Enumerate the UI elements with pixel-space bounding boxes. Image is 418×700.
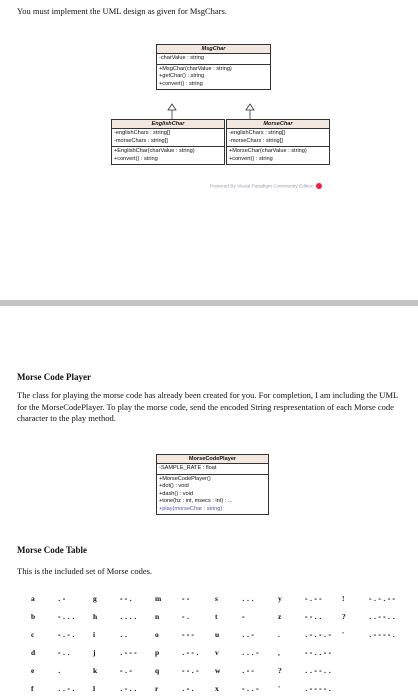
morse-entry xyxy=(155,648,200,659)
morse-letter: t xyxy=(215,612,218,621)
morse-letter: e xyxy=(31,666,35,675)
morse-entry xyxy=(93,612,138,623)
intro-text: You must implement the UML design as given for MsgChars. xyxy=(17,6,227,16)
morse-entry xyxy=(93,684,138,695)
morse-letter: b xyxy=(31,612,36,621)
uml-method: +getChar() : string xyxy=(159,73,205,79)
morse-entry xyxy=(215,594,255,605)
uml-attribute: -SAMPLE_RATE : float xyxy=(159,465,217,471)
morse-entry xyxy=(31,648,71,659)
morse-entry xyxy=(31,684,76,695)
table-paragraph: This is the included set of Morse codes. xyxy=(17,566,153,576)
morse-entry xyxy=(31,630,76,641)
morse-letter: z xyxy=(278,612,282,621)
morse-code: .-.. xyxy=(119,686,138,694)
morse-letter: l xyxy=(93,684,96,693)
uml-method: +convert() : string xyxy=(159,80,203,87)
morse-code: -- xyxy=(181,596,191,604)
morse-code: .----. xyxy=(304,686,333,694)
uml-attributes xyxy=(112,129,224,147)
morse-letter: o xyxy=(155,630,159,639)
morse-entry xyxy=(342,630,396,641)
inheritance-arrows xyxy=(0,0,418,200)
morse-code: -.. xyxy=(57,650,72,658)
morse-entry xyxy=(215,612,246,623)
uml-method: +MorseCodePlayer() xyxy=(159,475,211,482)
morse-code: ..--.. xyxy=(368,614,397,622)
morse-code: ..--.. xyxy=(304,668,333,676)
morse-entry xyxy=(215,630,255,641)
morse-code: ..-. xyxy=(57,686,76,694)
morse-code: -.-- xyxy=(304,596,323,604)
morse-entry xyxy=(155,612,190,623)
uml-method: +dot() : void xyxy=(159,483,189,489)
uml-attribute: -morseChars : string[] xyxy=(229,137,283,144)
morse-entry xyxy=(278,594,323,605)
morse-letter: y xyxy=(278,594,282,603)
uml-method: +convert() : string xyxy=(229,155,273,162)
morse-letter: p xyxy=(155,648,160,657)
uml-class-name: EnglishChar xyxy=(112,120,224,129)
morse-entry xyxy=(342,594,396,605)
morse-letter: d xyxy=(31,648,36,657)
morse-code: --.- xyxy=(181,668,200,676)
uml-attributes xyxy=(227,129,329,147)
morse-code: -..- xyxy=(241,686,260,694)
morse-code: .-. xyxy=(181,686,196,694)
morse-code: -... xyxy=(57,614,76,622)
uml-methods xyxy=(227,147,329,164)
morse-code: ... xyxy=(241,596,256,604)
morse-code: .--. xyxy=(181,650,200,658)
uml-method: +dash() : void xyxy=(159,490,194,497)
morse-code: . xyxy=(57,668,62,676)
morse-letter: , xyxy=(278,648,280,657)
table-heading: Morse Code Table xyxy=(17,545,88,555)
morse-entry xyxy=(31,666,62,677)
morse-entry xyxy=(278,666,332,677)
uml-method: +EnglishChar(charValue : string) xyxy=(114,148,195,154)
morse-entry xyxy=(342,612,396,623)
morse-letter: w xyxy=(215,666,221,675)
morse-code: ...- xyxy=(241,650,260,658)
morse-letter: j xyxy=(93,648,96,657)
uml-method: +MsgChar(charValue : string) xyxy=(159,65,232,72)
morse-letter: f xyxy=(31,684,34,693)
uml-class-name: MsgChar xyxy=(157,45,270,54)
morse-entry xyxy=(31,594,66,605)
morse-entry xyxy=(278,648,332,659)
morse-letter: . xyxy=(278,630,280,639)
player-paragraph: The class for playing the morse code has already been created for you. For completion, I am including the UML for the MorseCodePlayer. To play the morse code, send the encoded String respresentation of each Morse code character to the play method. xyxy=(17,390,398,423)
morse-entry xyxy=(155,630,195,641)
morse-letter: a xyxy=(31,594,35,603)
player-heading: Morse Code Player xyxy=(17,372,91,382)
uml-method: +convert() : string xyxy=(114,155,158,162)
morse-code: --.. xyxy=(304,614,323,622)
visual-paradigm-logo-icon xyxy=(316,183,322,189)
uml-methods xyxy=(157,475,268,515)
morse-code: .----. xyxy=(368,632,397,640)
morse-code: .... xyxy=(119,614,138,622)
section-divider xyxy=(0,300,418,306)
morse-code: - xyxy=(241,614,246,622)
morse-letter: n xyxy=(155,612,160,621)
morse-code: --- xyxy=(181,632,196,640)
morse-letter: v xyxy=(215,648,219,657)
morse-entry xyxy=(215,648,260,659)
morse-code: ..- xyxy=(241,632,256,640)
morse-letter: ' xyxy=(278,684,281,693)
morse-letter: m xyxy=(155,594,162,603)
morse-entry xyxy=(93,630,128,641)
uml-methods xyxy=(112,147,224,164)
morse-code: -.- xyxy=(119,668,134,676)
morse-letter: x xyxy=(215,684,219,693)
morse-letter: ? xyxy=(278,666,282,675)
morse-code: --..-- xyxy=(304,650,333,658)
morse-letter: ' xyxy=(342,630,345,639)
uml-attribute: -englishChars : string[] xyxy=(114,130,170,136)
morse-letter: u xyxy=(215,630,220,639)
uml-attribute: -englishChars : string[] xyxy=(229,130,285,136)
morse-code: -.-. xyxy=(57,632,76,640)
morse-letter: ! xyxy=(342,594,345,603)
morse-code: .-- xyxy=(241,668,256,676)
morse-letter: c xyxy=(31,630,35,639)
uml-attribute: -morseChars : string[] xyxy=(114,137,168,144)
uml-class-englishchar xyxy=(111,119,225,165)
morse-letter: i xyxy=(93,630,96,639)
morse-letter: s xyxy=(215,594,218,603)
morse-entry xyxy=(278,684,332,695)
morse-entry xyxy=(155,666,200,677)
morse-code: .. xyxy=(119,632,129,640)
uml-class-morsechar xyxy=(226,119,330,165)
morse-entry xyxy=(215,666,255,677)
morse-entry xyxy=(93,648,138,659)
morse-letter: g xyxy=(93,594,97,603)
morse-letter: k xyxy=(93,666,98,675)
morse-entry xyxy=(215,684,260,695)
uml-class-name: MorseCodePlayer xyxy=(157,455,268,464)
morse-code: --. xyxy=(119,596,134,604)
morse-letter: q xyxy=(155,666,160,675)
uml-class-morsecodeplayer xyxy=(156,454,269,515)
uml-method: +tone(hz : int, msecs : int) : ... xyxy=(159,498,233,504)
uml-class-name: MorseChar xyxy=(227,120,329,129)
morse-entry xyxy=(155,594,190,605)
morse-entry xyxy=(278,612,323,623)
morse-entry xyxy=(93,594,133,605)
morse-letter: h xyxy=(93,612,98,621)
morse-entry xyxy=(155,684,195,695)
uml-method: +MorseChar(charValue : string) xyxy=(229,148,307,154)
watermark-text: Powered By Visual Paradigm Community Edition xyxy=(210,184,314,190)
morse-code: .- xyxy=(57,596,67,604)
uml-method: +play(morseChar : string) xyxy=(159,505,223,512)
morse-entry xyxy=(31,612,76,623)
morse-entry xyxy=(278,630,332,641)
morse-code: -. xyxy=(181,614,191,622)
uml-attributes xyxy=(157,464,268,475)
uml-attribute: -charValue : string xyxy=(159,55,204,61)
watermark xyxy=(210,183,322,189)
morse-letter: ? xyxy=(342,612,346,621)
morse-entry xyxy=(93,666,133,677)
morse-code: .-.-.- xyxy=(304,632,333,640)
morse-code: -.-.-- xyxy=(368,596,397,604)
morse-code: .--- xyxy=(119,650,138,658)
morse-letter: r xyxy=(155,684,159,693)
